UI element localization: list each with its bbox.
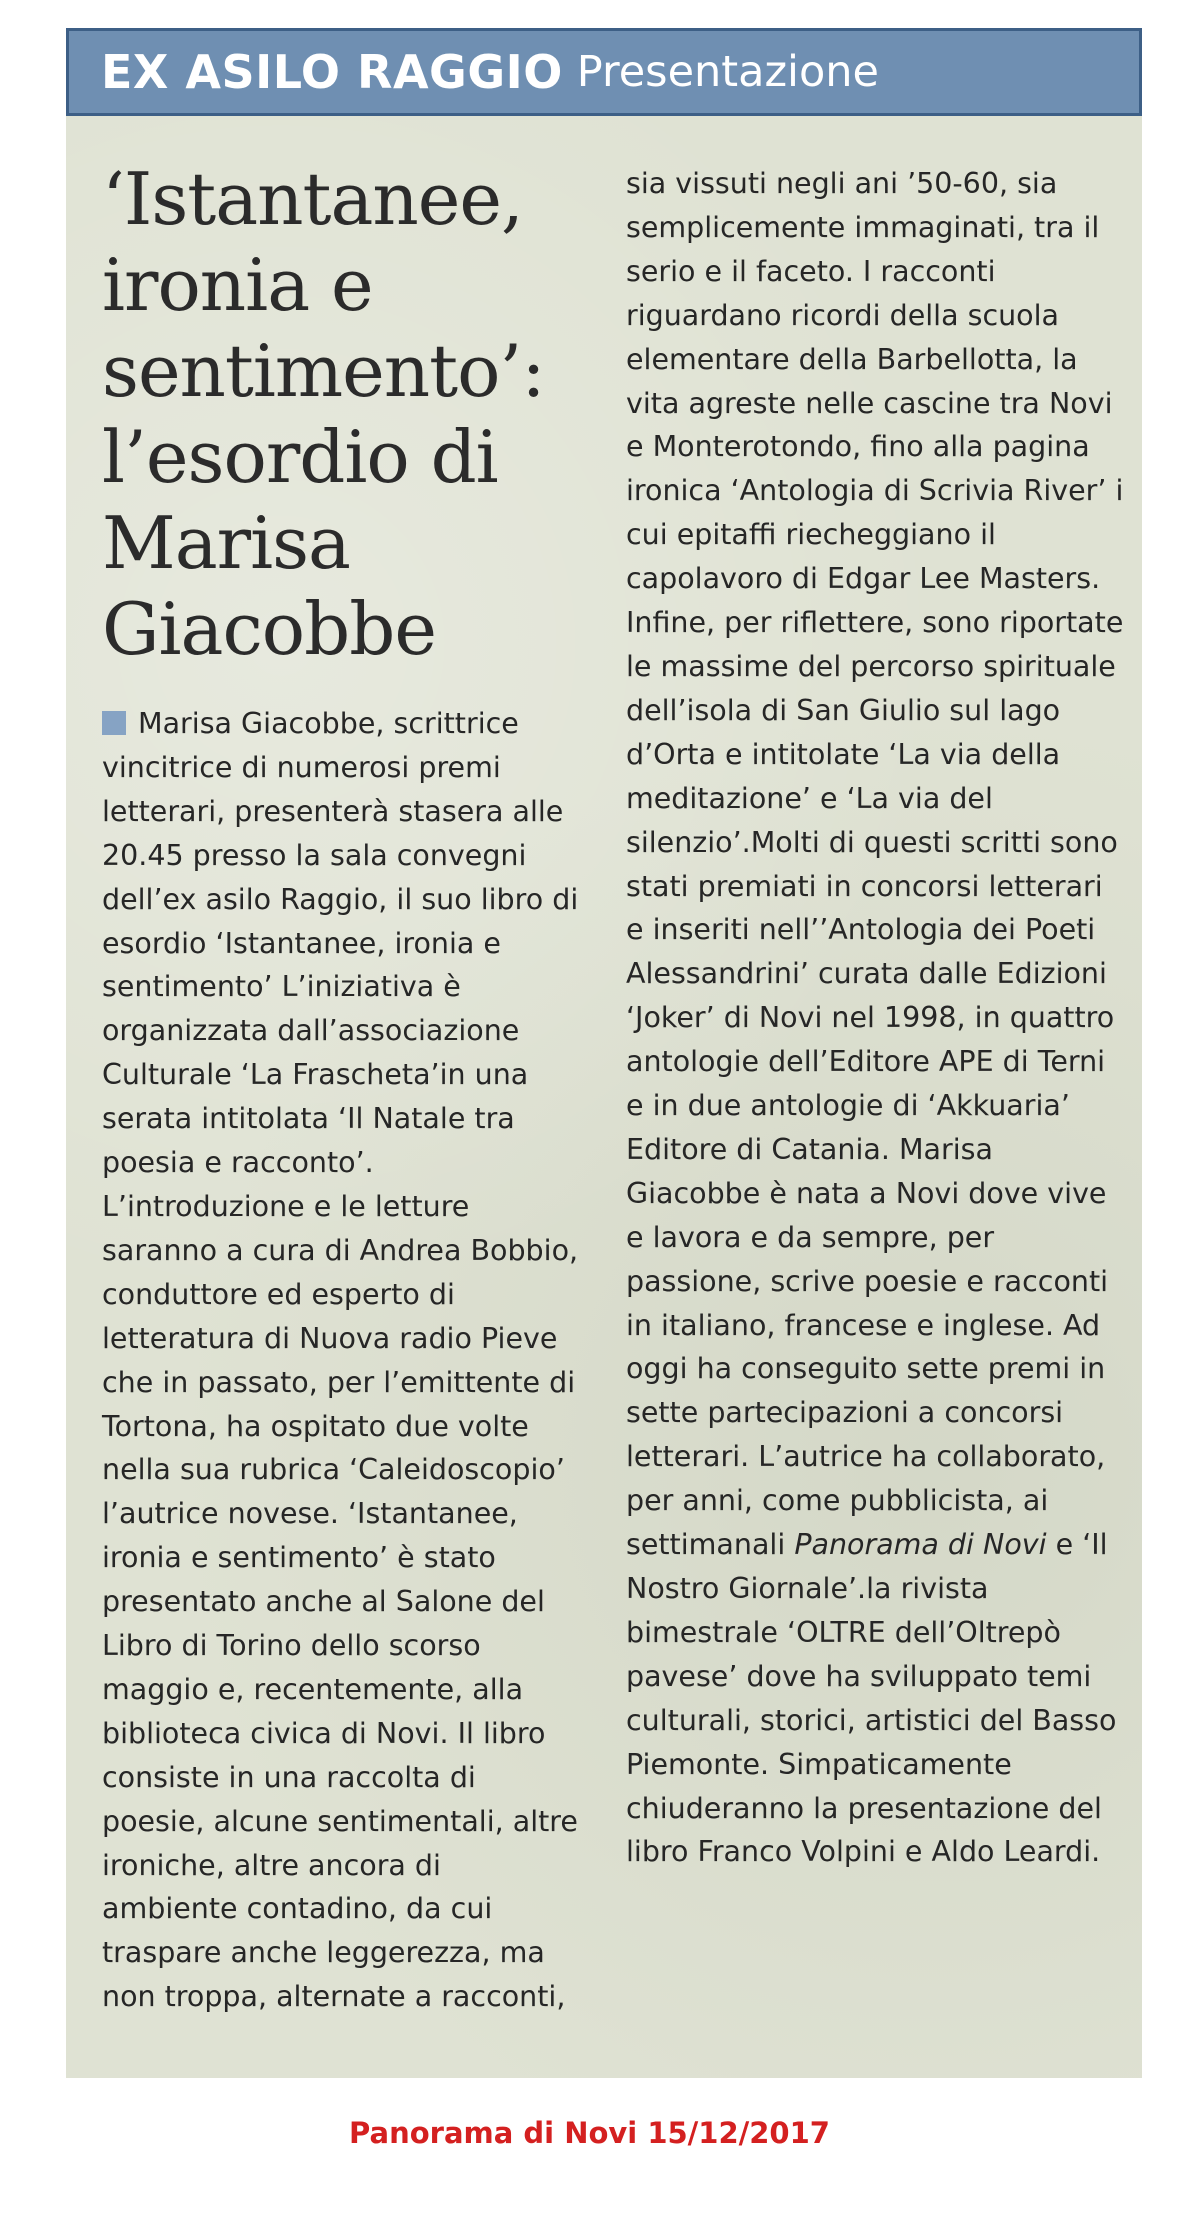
- publication-name: Panorama di Novi: [794, 1528, 1047, 1562]
- article-column-right: [626, 162, 1126, 1874]
- section-header-bar: [66, 28, 1142, 116]
- newspaper-clipping: [66, 28, 1142, 2078]
- article-body-right: [626, 162, 1126, 1874]
- body-text-right-tail: e ‘Il Nostro Giornale’.la rivista bimestrale ‘OLTRE dell’Oltrepò pavese’ dove ha sviluppato temi culturali, storici, artistici del Basso Piemonte. Simpaticamente chiuderanno la presentazione del libro Franco Volpini e Aldo Leardi.: [626, 1528, 1117, 1869]
- square-bullet-icon: [102, 711, 126, 735]
- section-label: Presentazione: [576, 47, 880, 97]
- article-body-left: [102, 702, 582, 2019]
- body-text-right: sia vissuti negli ani ’50-60, sia semplicemente immaginati, tra il serio e il faceto. I racconti riguardano ricordi della scuola elementare della Barbellotta, la vita agreste nelle cascine tra Novi e Monterotondo, fino alla pagina ironica ‘Antologia di Scrivia River’ i cui epitaffi riecheggiano il capolavoro di Edgar Lee Masters. Infine, per riflettere, sono riportate le massime del percorso spirituale dell’isola di San Giulio sul lago d’Orta e intitolate ‘La via della meditazione’ e ‘La via del silenzio’.Molti di questi scritti sono stati premiati in concorsi letterari e inseriti nell’’Antologia dei Poeti Alessandrini’ curata dalle Edizioni ‘Joker’ di Novi nel 1998, in quattro antologie dell’Editore APE di Terni e in due antologie di ‘Akkuaria’ Editore di Catania. Marisa Giacobbe è nata a Novi dove vive e lavora e da sempre, per passione, scrive poesie e racconti in italiano, francese e inglese. Ad oggi ha conseguito sette premi in sette partecipazioni a concorsi letterari. L’autrice ha collaborato, per anni, come pubblicista, ai settimanali: [626, 167, 1124, 1562]
- body-text-left: Marisa Giacobbe, scrittrice vincitrice di numerosi premi letterari, presenterà stasera alle 20.45 presso la sala convegni dell’ex asilo Raggio, il suo libro di esordio ‘Istantanee, ironia e sentimento’ L’iniziativa è organizzata dall’associazione Culturale ‘La Frascheta’in una serata intitolata ‘Il Natale tra poesia e racconto’. L’introduzione e le letture saranno a cura di Andrea Bobbio, conduttore ed esperto di letteratura di Nuova radio Pieve che in passato, per l’emittente di Tortona, ha ospitato due volte nella sua rubrica ‘Caleidoscopio’ l’autrice novese. ‘Istantanee, ironia e sentimento’ è stato presentato anche al Salone del Libro di Torino dello scorso maggio e, recentemente, alla biblioteca civica di Novi. Il libro consiste in una raccolta di poesie, alcune sentimentali, altre ironiche, altre ancora di ambiente contadino, da cui traspare anche leggerezza, ma non troppa, alternate a racconti,: [102, 707, 579, 2014]
- article-column-left: [102, 156, 582, 2019]
- article-headline: [102, 156, 582, 672]
- section-kicker: EX ASILO RAGGIO: [101, 45, 563, 99]
- source-caption: Panorama di Novi 15/12/2017: [349, 2116, 830, 2150]
- headline-text: ‘Istantanee, ironia e sentimento’: l’esordio di Marisa Giacobbe: [102, 157, 545, 671]
